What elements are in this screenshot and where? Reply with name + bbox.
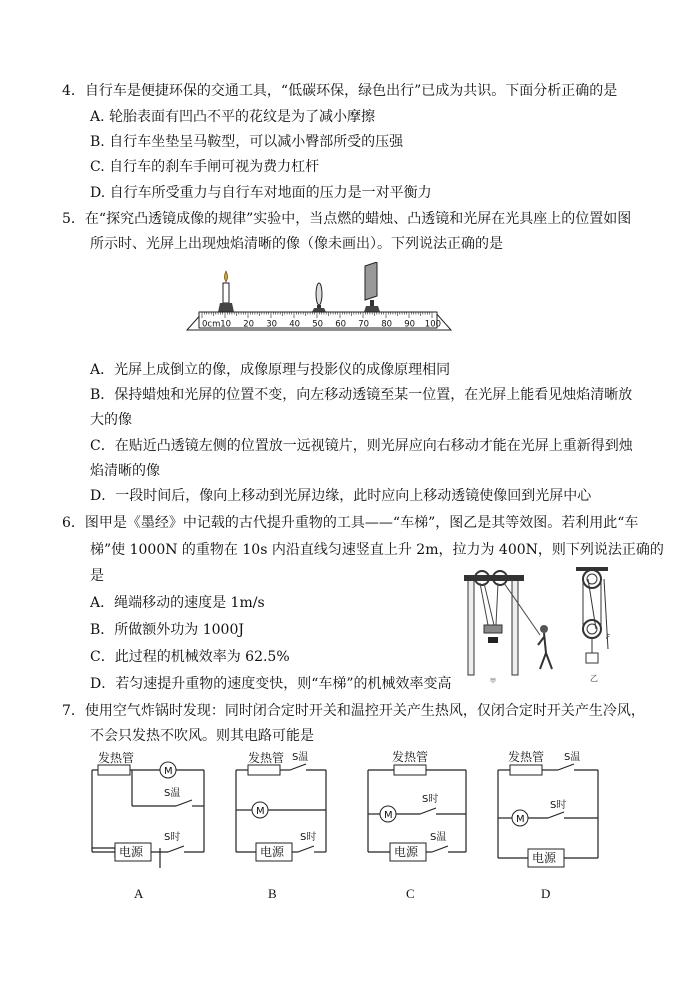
circuit-diagrams — [80, 748, 610, 878]
switch-timer-d-label: S时 — [550, 800, 567, 811]
heater-b — [248, 765, 280, 775]
switch-temp-d-label: S温 — [564, 752, 581, 763]
q6-option-a: A．绳端移动的速度是 1m/s — [90, 595, 265, 611]
q5-option-d: D．一段时间后，像向上移动到光屏边缘，此时应向上移动透镜使像回到光屏中心 — [90, 488, 592, 504]
caption-d: D — [541, 886, 551, 901]
q4-option-d: D. 自行车所受重力与自行车对地面的压力是一对平衡力 — [90, 185, 432, 201]
heater-c-label: 发热管 — [392, 750, 429, 764]
q6-option-c: C．此过程的机械效率为 62.5% — [90, 649, 290, 665]
heater-d-label: 发热管 — [508, 750, 545, 764]
circuit-a — [92, 750, 204, 868]
switch-timer-a-label: S时 — [164, 832, 181, 843]
power-b-label: 电源 — [260, 845, 285, 859]
fig-label-jia: 甲 — [490, 678, 497, 685]
ruler-tick-label: 60 — [335, 319, 347, 330]
q6-stem-line2: 梯”使 1000N 的重物在 10s 内沿直线匀速竖直上升 2m，拉力为 400N，则下列说法正确的 — [90, 542, 664, 558]
ruler-tick-label: 50 — [312, 319, 324, 330]
che-ti-picture — [464, 571, 552, 685]
ruler-tick-label: 10 — [220, 319, 232, 330]
convex-lens — [316, 283, 322, 305]
motor-c-label: M — [384, 810, 393, 821]
caption-c: C — [406, 886, 415, 901]
q4-option-b: B. 自行车坐垫呈马鞍型，可以减小臀部所受的压强 — [90, 134, 404, 150]
q6-option-d: D．若匀速提升重物的速度变快，则“车梯”的机械效率变高 — [90, 676, 452, 692]
heater-a — [98, 765, 130, 775]
caption-b: B — [268, 886, 277, 901]
heater-c — [394, 765, 426, 775]
circuit-d — [498, 749, 598, 867]
switch-timer-c-label: S时 — [422, 794, 439, 805]
heater-a-label: 发热管 — [98, 751, 135, 765]
q5-option-c: C．在贴近凸透镜左侧的位置放一远视镜片，则光屏应向右移动才能在光屏上重新得到烛 — [90, 438, 633, 454]
switch-temp-b-label: S温 — [292, 752, 309, 763]
q5-option-b-cont: 大的像 — [90, 412, 132, 428]
q5-option-a: A．光屏上成倒立的像，成像原理与投影仪的成像原理相同 — [90, 362, 451, 378]
power-d-label: 电源 — [532, 851, 557, 865]
ruler-tick-label: 80 — [381, 319, 393, 330]
q4-option-c: C. 自行车的刹车手闸可视为费力杠杆 — [90, 159, 320, 175]
q5-stem-line2: 所示时、光屏上出现烛焰清晰的像（像未画出）。下列说法正确的是 — [90, 236, 503, 252]
ruler-tick-label: 0cm — [202, 319, 221, 330]
circuit-c — [368, 749, 466, 861]
q4-option-a: A. 轮胎表面有凹凸不平的花纹是为了减小摩擦 — [90, 109, 376, 125]
q7-stem-line2: 不会只发热不吹风。则其电路可能是 — [90, 728, 314, 744]
switch-temp-c-label: S温 — [430, 832, 447, 843]
heater-b-label: 发热管 — [248, 751, 285, 765]
power-c-label: 电源 — [394, 845, 419, 859]
power-a-label: 电源 — [119, 845, 144, 859]
q6-stem-line3: 是 — [90, 568, 104, 584]
ruler-tick-label: 30 — [266, 319, 278, 330]
q5-stem-line1: 5．在“探究凸透镜成像的规律”实验中，当点燃的蜡烛、凸透镜和光屏在光具座上的位置如图 — [62, 211, 632, 227]
q6-stem-line1: 6．图甲是《墨经》中记载的古代提升重物的工具——“车梯”，图乙是其等效图。若利用此“车 — [62, 515, 639, 531]
ruler-tick-label: 40 — [289, 319, 301, 330]
ruler-tick-label: 100 — [424, 319, 442, 330]
light-screen — [365, 262, 377, 300]
q5-option-b: B．保持蜡烛和光屏的位置不变，向左移动透镜至某一位置，在光屏上能看见烛焰清晰放 — [90, 387, 633, 403]
switch-timer-b-label: S时 — [300, 832, 317, 843]
motor-b-label: M — [256, 806, 265, 817]
caption-a: A — [134, 886, 144, 901]
q6-option-b: B．所做额外功为 1000J — [90, 622, 244, 638]
switch-temp-a-label: S温 — [164, 788, 181, 799]
equivalent-diagram — [576, 567, 611, 683]
ruler-tick-label: 20 — [243, 319, 255, 330]
ruler-tick-label: 70 — [358, 319, 370, 330]
motor-a-label: M — [164, 766, 173, 777]
fig-label-yi: 乙 — [590, 674, 598, 683]
force-label-f: F — [606, 633, 611, 641]
q4-stem: 4．自行车是便捷环保的交通工具，“低碳环保，绿色出行”已成为共识。下面分析正确的是 — [62, 83, 618, 99]
pulley-figure — [460, 565, 628, 687]
q5-option-c-cont: 焰清晰的像 — [90, 463, 160, 479]
motor-d-label: M — [516, 814, 525, 825]
optical-bench-figure — [185, 262, 453, 340]
ruler-tick-label: 90 — [404, 319, 416, 330]
candle-flame — [225, 271, 228, 282]
candle — [223, 283, 229, 303]
heater-d — [510, 765, 542, 775]
circuit-b — [236, 750, 326, 861]
q7-stem-line1: 7．使用空气炸锅时发现：同时闭合定时开关和温控开关产生热风，仅闭合定时开关产生冷风， — [62, 703, 645, 719]
